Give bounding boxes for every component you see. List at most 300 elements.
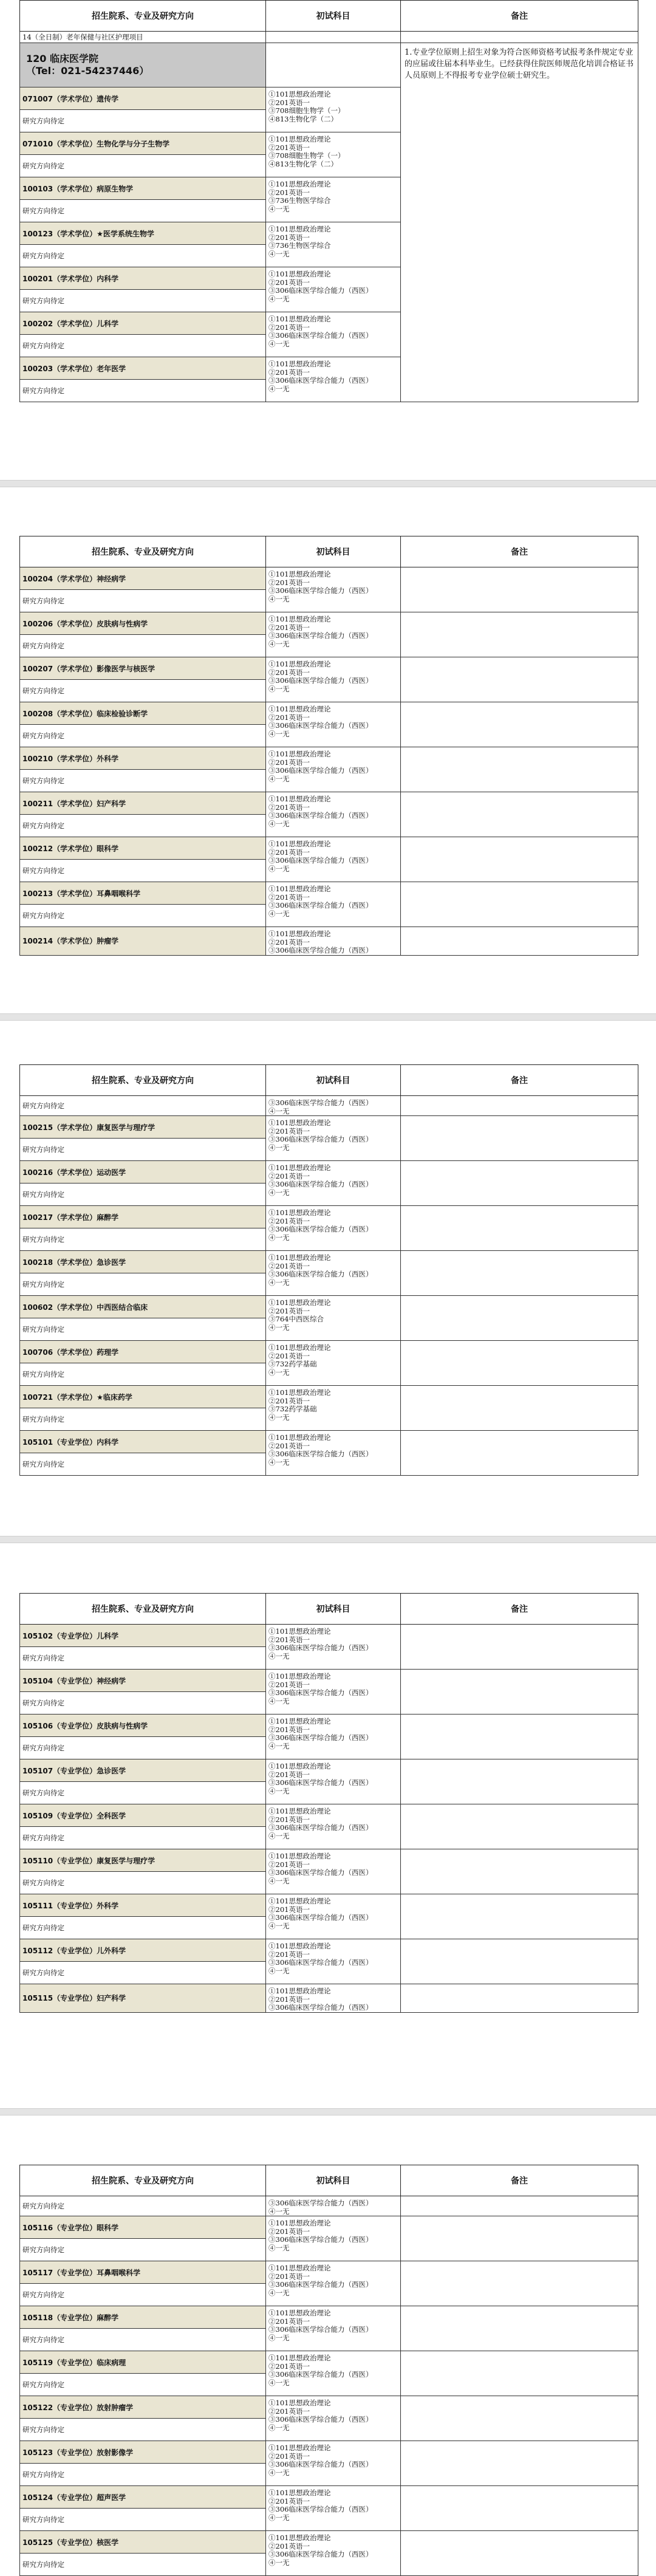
- subject-item: ③306临床医学综合能力（西医）: [268, 1270, 373, 1278]
- subject-item: ④一无: [268, 1278, 290, 1287]
- direction-label: 研究方向待定: [20, 2419, 266, 2441]
- header-subjects: 初试科目: [266, 1065, 401, 1096]
- subject-item: ④一无: [268, 1786, 290, 1795]
- direction-label: 研究方向待定: [20, 2239, 266, 2261]
- major-name: 105125（专业学位）核医学: [20, 2531, 266, 2554]
- subject-item: ②201英语一: [268, 1905, 310, 1914]
- subject-item: ③306临床医学综合能力（西医）: [268, 1778, 373, 1787]
- table-panel-3: [19, 1064, 638, 1468]
- subject-item: ④一无: [268, 1233, 290, 1242]
- direction-label: 研究方向待定: [20, 1408, 266, 1431]
- note-cell: [401, 882, 638, 927]
- subject-item: ①101思想政治理论: [268, 1627, 331, 1636]
- note-cell: [401, 2531, 638, 2576]
- subject-list: [266, 612, 401, 657]
- note-cell: [401, 1625, 638, 1670]
- subject-item: ①101思想政治理论: [268, 135, 331, 143]
- subject-item: ①101思想政治理论: [268, 2444, 331, 2452]
- department-title: 120 临床医学院: [26, 53, 98, 64]
- subject-list: [266, 312, 401, 357]
- continuation-row: [20, 1096, 638, 1116]
- subject-item: ①101思想政治理论: [268, 1717, 331, 1725]
- note-cell: [401, 1894, 638, 1939]
- note-cell: [401, 1431, 638, 1476]
- subject-item: ①101思想政治理论: [268, 1897, 331, 1905]
- subject-item: ②201英语一: [268, 1126, 310, 1136]
- note-cell: [401, 612, 638, 657]
- subject-item: ③306临床医学综合能力（西医）: [268, 2003, 373, 2012]
- major-row: [20, 1939, 638, 1962]
- subject-item: ③306临床医学综合能力（西医）: [268, 286, 373, 295]
- subject-item: ④一无: [268, 2378, 290, 2387]
- direction-label: 研究方向待定: [20, 1139, 266, 1161]
- subject-item: ①101思想政治理论: [268, 1942, 331, 1950]
- subject-item: ②201英语一: [268, 323, 310, 332]
- admissions-table-3: [19, 1064, 638, 1476]
- subject-item: ④一无: [268, 2513, 290, 2522]
- major-row: [20, 702, 638, 725]
- subject-list: [266, 1894, 401, 1939]
- note-cell: [401, 1206, 638, 1251]
- direction-label: 研究方向待定: [20, 680, 266, 702]
- admissions-table-1: [19, 0, 638, 402]
- department-row: [20, 43, 638, 87]
- subject-item: ②201英语一: [268, 2541, 310, 2550]
- subject-list: [266, 1939, 401, 1984]
- header-subjects: 初试科目: [266, 1, 401, 32]
- subject-item: ②201英语一: [268, 623, 310, 632]
- subject-item: ①101思想政治理论: [268, 1433, 331, 1442]
- subject-item: ②201英语一: [268, 1680, 310, 1689]
- direction-label: 研究方向待定: [20, 1453, 266, 1476]
- direction-label: 研究方向待定: [20, 1273, 266, 1296]
- subject-item: ④一无: [268, 1413, 290, 1422]
- subject-item: ④813生物化学（二）: [268, 159, 338, 168]
- major-row: [20, 2306, 638, 2329]
- direction-label: 研究方向待定: [20, 590, 266, 612]
- direction-label: 研究方向待定: [20, 1737, 266, 1759]
- major-row: [20, 1984, 638, 2013]
- subject-item: ②201英语一: [268, 2227, 310, 2236]
- major-name: 100202（学术学位）儿科学: [20, 312, 266, 335]
- header-notes: 备注: [401, 536, 638, 567]
- subject-item: ④一无: [268, 594, 290, 603]
- subject-list: [266, 2531, 401, 2576]
- subject-item: ①101思想政治理论: [268, 705, 331, 713]
- subject-item: ④一无: [268, 1143, 290, 1152]
- direction-label: 研究方向待定: [20, 2284, 266, 2306]
- subject-item: ④一无: [268, 2423, 290, 2432]
- major-row: [20, 1251, 638, 1273]
- direction-label: 研究方向待定: [20, 1692, 266, 1714]
- subject-list: [266, 1431, 401, 1476]
- subject-item: ②201英语一: [268, 1396, 310, 1405]
- major-row: [20, 1714, 638, 1737]
- direction-label: 研究方向待定: [20, 155, 266, 177]
- header-notes: 备注: [401, 2165, 638, 2196]
- major-row: [20, 1625, 638, 1647]
- subject-item: ③306临床医学综合能力（西医）: [268, 2325, 373, 2334]
- subject-item: ③306临床医学综合能力（西医）: [268, 766, 373, 775]
- subject-item: ③306临床医学综合能力（西医）: [268, 1225, 373, 1233]
- direction-label: 研究方向待定: [20, 290, 266, 312]
- direction-label: 研究方向待定: [20, 380, 266, 402]
- subject-item: ③306临床医学综合能力（西医）: [268, 2460, 373, 2468]
- subject-item: ③708细胞生物学（一）: [268, 106, 345, 115]
- table-panel-5: [19, 2165, 638, 2569]
- note-cell: [401, 2441, 638, 2486]
- subject-list: [266, 927, 401, 956]
- header-major: 招生院系、专业及研究方向: [20, 2165, 266, 2196]
- subject-item: ②201英语一: [268, 2272, 310, 2281]
- subject-item: ②201英语一: [268, 1635, 310, 1644]
- major-row: [20, 657, 638, 680]
- subject-list: [266, 87, 401, 132]
- subject-list: [266, 1341, 401, 1386]
- subject-item: ④一无: [268, 729, 290, 738]
- subject-item: ②201英语一: [268, 1860, 310, 1869]
- subject-item: ①101思想政治理论: [268, 1987, 331, 1995]
- subject-item: ③306临床医学综合能力（西医）: [268, 586, 373, 595]
- subject-item: ③732药学基础: [268, 1360, 317, 1368]
- major-row: [20, 1759, 638, 1782]
- department-tel: （Tel：021-54237446）: [26, 65, 149, 77]
- table-header-row: [20, 1065, 638, 1096]
- subject-list: [266, 747, 401, 792]
- subject-item: ②201英语一: [268, 2451, 310, 2461]
- note-cell: [401, 657, 638, 702]
- direction-label: 研究方向待定: [20, 1318, 266, 1341]
- subject-item: ②201英语一: [268, 937, 310, 947]
- major-name: 105104（专业学位）神经病学: [20, 1670, 266, 1692]
- subject-item: ②201英语一: [268, 713, 310, 722]
- subject-item: ②201英语一: [268, 1441, 310, 1450]
- subject-item: ②201英语一: [268, 668, 310, 677]
- subject-item: ②201英语一: [268, 1770, 310, 1779]
- major-name: 105102（专业学位）儿科学: [20, 1625, 266, 1647]
- major-name: 100706（学术学位）药理学: [20, 1341, 266, 1363]
- page-separator-4: [0, 2108, 656, 2115]
- major-row: [20, 882, 638, 905]
- subject-item: ①101思想政治理论: [268, 360, 331, 368]
- subject-item: ①101思想政治理论: [268, 615, 331, 623]
- major-name: 105119（专业学位）临床病理: [20, 2351, 266, 2374]
- subject-item: ④一无: [268, 684, 290, 693]
- header-major: 招生院系、专业及研究方向: [20, 1594, 266, 1625]
- major-name: 100213（学术学位）耳鼻咽喉科学: [20, 882, 266, 905]
- subject-item: ②201英语一: [268, 2406, 310, 2416]
- direction-label: 研究方向待定: [20, 335, 266, 357]
- subject-item: ④一无: [268, 1368, 290, 1377]
- subject-list: [266, 1984, 401, 2013]
- subject-item: ①101思想政治理论: [268, 1343, 331, 1352]
- direction-label: 研究方向待定: [20, 815, 266, 837]
- major-row: [20, 1849, 638, 1872]
- subject-item: ③306临床医学综合能力（西医）: [268, 811, 373, 820]
- subject-item: ③306临床医学综合能力（西医）: [268, 2280, 373, 2289]
- subject-item: ③764中西医综合: [268, 1315, 324, 1323]
- subject-item: ④一无: [268, 1876, 290, 1885]
- subject-item: ③306临床医学综合能力（西医）: [268, 1450, 373, 1458]
- department-note: 1.专业学位原则上招生对象为符合医师资格考试报考条件规定专业的应届或往届本科毕业生。已经获得住院医师规范化培训合格证书人员原则上不得报考专业学位硕士研究生。: [401, 43, 638, 402]
- subject-list: [266, 1759, 401, 1804]
- subject-item: ②201英语一: [268, 2317, 310, 2326]
- subject-item: ④一无: [268, 1966, 290, 1975]
- subject-list: [266, 1386, 401, 1431]
- subject-item: ②201英语一: [268, 98, 310, 107]
- subject-list: [266, 222, 401, 267]
- note-cell: [401, 1939, 638, 1984]
- subject-item: ①101思想政治理论: [268, 1672, 331, 1680]
- admissions-table-2: [19, 536, 638, 956]
- note-cell: [401, 567, 638, 612]
- subject-item: ③306临床医学综合能力（西医）: [268, 1913, 373, 1922]
- major-row: [20, 2531, 638, 2554]
- subject-item: ④一无: [268, 1458, 290, 1467]
- subject-list: [266, 792, 401, 837]
- pre-row: [20, 32, 638, 43]
- subject-item: ③306临床医学综合能力（西医）: [268, 2505, 373, 2513]
- subject-item: ③306临床医学综合能力（西医）: [268, 2550, 373, 2558]
- page-separator-3: [0, 1536, 656, 1543]
- major-row: [20, 1804, 638, 1827]
- major-row: [20, 2261, 638, 2284]
- major-row: [20, 1386, 638, 1408]
- major-row: [20, 612, 638, 635]
- subject-item: ①101思想政治理论: [268, 1807, 331, 1815]
- admissions-table-5: [19, 2165, 638, 2576]
- subject-list: [266, 132, 401, 177]
- subject-item: ③306临床医学综合能力（西医）: [268, 1180, 373, 1188]
- subject-list: [266, 2441, 401, 2486]
- subject-item: ①101思想政治理论: [268, 2399, 331, 2407]
- direction-label: 研究方向待定: [20, 635, 266, 657]
- direction-label: 研究方向待定: [20, 1184, 266, 1206]
- major-row: [20, 1894, 638, 1917]
- subject-item: ③306临床医学综合能力（西医）: [268, 2199, 373, 2207]
- subject-item: ①101思想政治理论: [268, 2309, 331, 2317]
- subject-item: ②201英语一: [268, 143, 310, 152]
- major-name: 100204（学术学位）神经病学: [20, 567, 266, 590]
- direction-label: 研究方向待定: [20, 725, 266, 747]
- subject-item: ④一无: [268, 864, 290, 873]
- subject-item: ③306临床医学综合能力（西医）: [268, 1733, 373, 1742]
- header-major: 招生院系、专业及研究方向: [20, 536, 266, 567]
- note-cell: [401, 1251, 638, 1296]
- subject-list: [266, 2216, 401, 2261]
- note-cell: [401, 1670, 638, 1714]
- subject-list: [266, 2351, 401, 2396]
- major-row: [20, 837, 638, 860]
- subject-list: [266, 1625, 401, 1670]
- subject-item: ①101思想政治理论: [268, 1298, 331, 1307]
- subject-item: ①101思想政治理论: [268, 840, 331, 848]
- subject-item: ①101思想政治理论: [268, 315, 331, 323]
- subject-list: [266, 882, 401, 927]
- major-name: 100215（学术学位）康复医学与理疗学: [20, 1116, 266, 1139]
- subject-item: ④一无: [268, 2243, 290, 2252]
- subject-list: [266, 657, 401, 702]
- note-cell: [401, 1161, 638, 1206]
- major-row: [20, 747, 638, 770]
- major-row: [20, 2351, 638, 2374]
- subject-item: ①101思想政治理论: [268, 2354, 331, 2362]
- subject-list: [266, 1849, 401, 1894]
- note-cell: [401, 927, 638, 956]
- direction-label: 研究方向待定: [20, 245, 266, 267]
- direction-label: 研究方向待定: [20, 1096, 266, 1116]
- direction-label: 研究方向待定: [20, 860, 266, 882]
- major-row: [20, 2441, 638, 2464]
- major-name: 100216（学术学位）运动医学: [20, 1161, 266, 1184]
- subject-item: ①101思想政治理论: [268, 1762, 331, 1770]
- direction-label: 研究方向待定: [20, 1228, 266, 1251]
- direction-label: 研究方向待定: [20, 770, 266, 792]
- subject-item: ②201英语一: [268, 1995, 310, 2004]
- note-cell: [401, 1341, 638, 1386]
- table-header-row: [20, 1594, 638, 1625]
- note-cell: [401, 2261, 638, 2306]
- header-subjects: 初试科目: [266, 536, 401, 567]
- major-name: 105111（专业学位）外科学: [20, 1894, 266, 1917]
- subject-item: ③306临床医学综合能力（西医）: [268, 1958, 373, 1967]
- subject-item: ①101思想政治理论: [268, 2219, 331, 2227]
- subject-list: [266, 2396, 401, 2441]
- major-name: 071007（学术学位）遗传学: [20, 87, 266, 110]
- direction-label: 研究方向待定: [20, 905, 266, 927]
- major-name: 105115（专业学位）妇产科学: [20, 1984, 266, 2013]
- subject-item: ④一无: [268, 909, 290, 918]
- major-name: 100212（学术学位）眼科学: [20, 837, 266, 860]
- subject-item: ④一无: [268, 204, 290, 213]
- subject-item: ③306临床医学综合能力（西医）: [268, 1688, 373, 1697]
- subject-item: ③306临床医学综合能力（西医）: [268, 2235, 373, 2244]
- subject-item: ③306临床医学综合能力（西医）: [268, 901, 373, 909]
- subject-item: ④813生物化学（二）: [268, 114, 338, 123]
- subject-item: ③306临床医学综合能力（西医）: [268, 1098, 373, 1107]
- direction-label: 研究方向待定: [20, 1962, 266, 1984]
- subject-item: ①101思想政治理论: [268, 1852, 331, 1860]
- subject-item: ③736生物医学综合: [268, 196, 331, 205]
- header-notes: 备注: [401, 1065, 638, 1096]
- header-subjects: 初试科目: [266, 2165, 401, 2196]
- subject-item: ③306临床医学综合能力（西医）: [268, 856, 373, 865]
- subject-item: ②201英语一: [268, 1216, 310, 1225]
- direction-label: 研究方向待定: [20, 1827, 266, 1849]
- major-name: 105118（专业学位）麻醉学: [20, 2306, 266, 2329]
- note-cell: [401, 792, 638, 837]
- subject-item: ④一无: [268, 1696, 290, 1705]
- subject-item: ②201英语一: [268, 758, 310, 767]
- major-name: 105112（专业学位）儿外科学: [20, 1939, 266, 1962]
- subject-item: ①101思想政治理论: [268, 270, 331, 278]
- subject-list: [266, 837, 401, 882]
- subject-list: [266, 1161, 401, 1206]
- note-cell: [401, 1984, 638, 2013]
- direction-label: 研究方向待定: [20, 2509, 266, 2531]
- subject-item: ③306临床医学综合能力（西医）: [268, 2370, 373, 2379]
- major-row: [20, 1116, 638, 1139]
- subject-item: ②201英语一: [268, 578, 310, 587]
- subject-item: ④一无: [268, 384, 290, 393]
- direction-label: 研究方向待定: [20, 1363, 266, 1386]
- subject-item: ②201英语一: [268, 233, 310, 242]
- direction-label: 研究方向待定: [20, 2329, 266, 2351]
- note-cell: [401, 2306, 638, 2351]
- direction-label: 研究方向待定: [20, 2374, 266, 2396]
- major-name: 105117（专业学位）耳鼻咽喉科学: [20, 2261, 266, 2284]
- subject-item: ②201英语一: [268, 278, 310, 287]
- direction-label: 研究方向待定: [20, 2554, 266, 2576]
- subject-item: ④一无: [268, 1188, 290, 1197]
- major-name: 100123（学术学位）★医学系统生物学: [20, 222, 266, 245]
- subject-item: ④一无: [268, 2207, 290, 2216]
- subject-list: [266, 177, 401, 222]
- major-row: [20, 927, 638, 956]
- major-name: 100103（学术学位）病原生物学: [20, 177, 266, 200]
- major-name: 105116（专业学位）眼科学: [20, 2216, 266, 2239]
- major-name: 105122（专业学位）放射肿瘤学: [20, 2396, 266, 2419]
- major-row: [20, 2486, 638, 2509]
- subject-item: ①101思想政治理论: [268, 90, 331, 98]
- table-header-row: [20, 1, 638, 32]
- major-name: 071010（学术学位）生物化学与分子生物学: [20, 132, 266, 155]
- major-row: [20, 2396, 638, 2419]
- note-cell: [401, 747, 638, 792]
- subject-item: ①101思想政治理论: [268, 1388, 331, 1397]
- subject-list: [266, 2261, 401, 2306]
- subject-item: ②201英语一: [268, 1171, 310, 1180]
- subject-item: ④一无: [268, 339, 290, 348]
- subject-list: [266, 357, 401, 402]
- major-name: 105109（专业学位）全科医学: [20, 1804, 266, 1827]
- major-name: 100214（学术学位）肿瘤学: [20, 927, 266, 956]
- subject-item: ④一无: [268, 2558, 290, 2567]
- subject-item: ④一无: [268, 1921, 290, 1930]
- major-row: [20, 1206, 638, 1228]
- note-cell: [401, 1116, 638, 1161]
- subject-item: ②201英语一: [268, 803, 310, 812]
- subject-item: ①101思想政治理论: [268, 1208, 331, 1217]
- subject-item: ②201英语一: [268, 1815, 310, 1824]
- subject-list: [266, 1296, 401, 1341]
- subject-item: ②201英语一: [268, 1306, 310, 1315]
- subject-item: ①101思想政治理论: [268, 750, 331, 758]
- major-name: 105124（专业学位）超声医学: [20, 2486, 266, 2509]
- major-name: 105107（专业学位）急诊医学: [20, 1759, 266, 1782]
- subject-item: ③708细胞生物学（一）: [268, 151, 345, 160]
- major-row: [20, 1161, 638, 1184]
- subject-item: ④一无: [268, 1323, 290, 1332]
- subject-list: [266, 2196, 401, 2216]
- subject-list: [266, 567, 401, 612]
- subject-item: ④一无: [268, 639, 290, 648]
- major-name: 100203（学术学位）老年医学: [20, 357, 266, 380]
- continuation-row: [20, 2196, 638, 2216]
- major-name: 105101（专业学位）内科学: [20, 1431, 266, 1453]
- subject-list: [266, 1251, 401, 1296]
- major-name: 100210（学术学位）外科学: [20, 747, 266, 770]
- subject-item: ①101思想政治理论: [268, 1163, 331, 1172]
- subject-item: ④一无: [268, 2288, 290, 2297]
- note-cell: [401, 1296, 638, 1341]
- subject-item: ①101思想政治理论: [268, 660, 331, 668]
- major-row: [20, 1296, 638, 1318]
- subject-item: ④一无: [268, 1106, 290, 1115]
- subject-list: [266, 1096, 401, 1116]
- subject-item: ①101思想政治理论: [268, 795, 331, 803]
- subject-item: ②201英语一: [268, 848, 310, 857]
